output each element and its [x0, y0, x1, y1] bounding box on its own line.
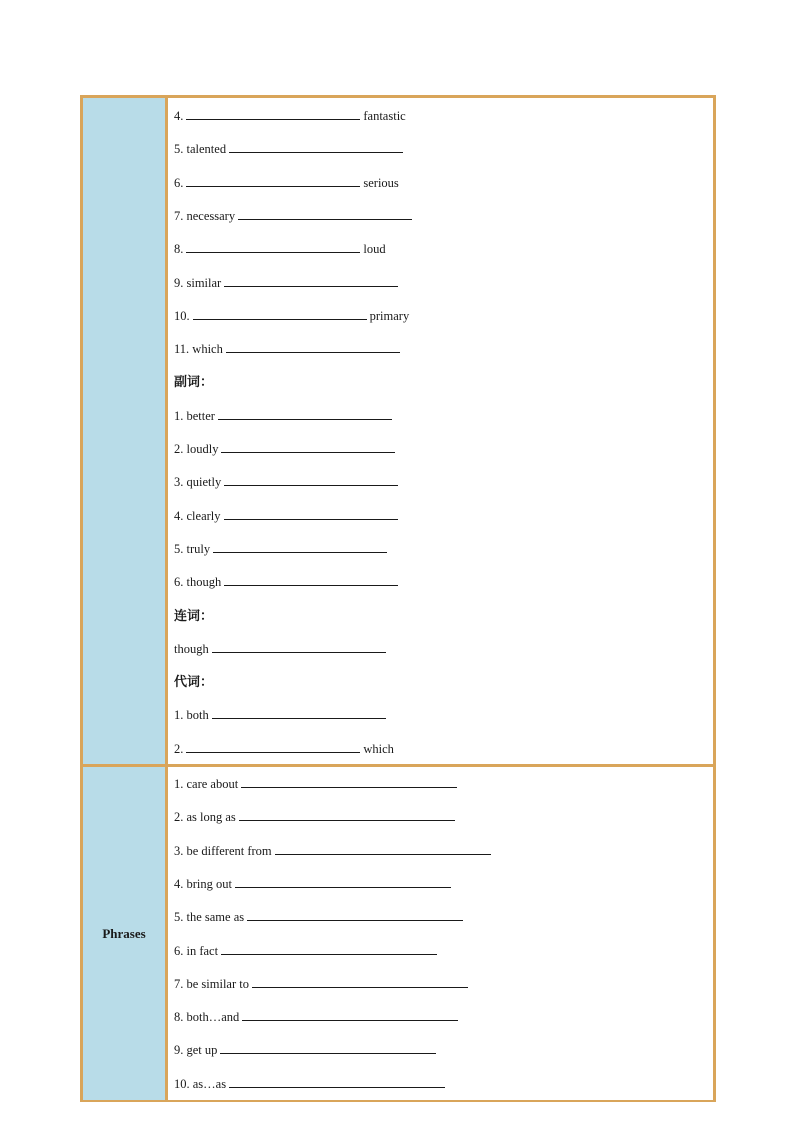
vocab-row [81, 96, 715, 765]
vocab-item-word: 5. truly [174, 541, 211, 556]
vocab-item [174, 508, 401, 524]
vocab-content-cell [168, 98, 713, 764]
answer-blank[interactable] [224, 484, 398, 486]
vocab-item-word: 5. talented [174, 142, 227, 157]
vocab-item-word: 3. quietly [174, 475, 222, 490]
vocab-item [174, 175, 399, 191]
vocab-item-word: 8. [174, 242, 184, 257]
vocab-item [174, 474, 401, 490]
vocab-item [174, 641, 389, 657]
vocabulary-table [80, 95, 716, 1102]
vocab-item-suffix: fantastic [363, 109, 406, 123]
answer-blank[interactable] [193, 318, 367, 320]
phrases-label-cell [83, 767, 165, 1100]
vocab-item-suffix: serious [363, 175, 399, 190]
phrase-text: 5. the same as [174, 910, 245, 925]
phrase-item [174, 843, 494, 859]
vocab-item [174, 574, 401, 590]
vocab-item-word: 4. clearly [174, 508, 221, 523]
vocab-item [174, 308, 409, 324]
answer-blank[interactable] [226, 351, 400, 353]
phrases-content-cell [168, 767, 713, 1100]
answer-blank[interactable] [186, 118, 360, 120]
answer-blank[interactable] [186, 185, 360, 187]
phrase-text: 3. be different from [174, 843, 272, 858]
vocab-item-word: 2. loudly [174, 442, 219, 456]
phrase-text: 6. in fact [174, 943, 219, 958]
answer-blank[interactable] [252, 986, 468, 988]
vocab-item [174, 341, 403, 357]
phrase-text: 2. as long as [174, 810, 236, 825]
phrase-text: 7. be similar to [174, 976, 249, 991]
phrase-text: 1. care about [174, 777, 239, 791]
vocab-item-word: 6. [174, 175, 184, 190]
phrase-item [174, 909, 466, 925]
vocab-item-word: 10. [174, 308, 190, 323]
vocab-item [174, 408, 395, 424]
answer-blank[interactable] [241, 786, 457, 788]
vocab-item [174, 741, 394, 757]
phrase-item [174, 876, 454, 892]
answer-blank[interactable] [238, 218, 412, 220]
phrases-label: Phrases [102, 925, 146, 941]
vocab-item [174, 441, 398, 457]
answer-blank[interactable] [220, 1052, 436, 1054]
vocab-item-word: though [174, 641, 209, 656]
vocab-item [174, 141, 406, 157]
answer-blank[interactable] [247, 919, 463, 921]
phrase-item [174, 1042, 439, 1058]
phrase-text: 4. bring out [174, 876, 232, 891]
vocab-item-suffix: loud [363, 242, 386, 257]
answer-blank[interactable] [221, 953, 437, 955]
section-heading: 连词： [174, 607, 214, 623]
vocab-item [174, 108, 406, 124]
vocab-item-word: 11. which [174, 342, 223, 357]
answer-blank[interactable] [186, 751, 360, 753]
answer-blank[interactable] [224, 285, 398, 287]
vocab-item-word: 7. necessary [174, 208, 236, 223]
vocab-item [174, 275, 401, 291]
answer-blank[interactable] [224, 584, 398, 586]
answer-blank[interactable] [212, 651, 386, 653]
phrase-text: 8. both…and [174, 1010, 240, 1025]
phrase-text: 10. as…as [174, 1076, 227, 1091]
answer-blank[interactable] [275, 853, 491, 855]
phrase-item [174, 809, 458, 825]
section-heading: 副词： [174, 374, 214, 390]
vocab-item-word: 1. both [174, 708, 209, 723]
answer-blank[interactable] [186, 251, 360, 253]
phrase-item [174, 943, 440, 959]
vocab-item-word: 9. similar [174, 275, 222, 290]
vocab-label-cell [83, 98, 165, 764]
answer-blank[interactable] [224, 518, 398, 520]
answer-blank[interactable] [213, 551, 387, 553]
phrase-item [174, 776, 460, 792]
vocab-item [174, 541, 390, 557]
vocab-item [174, 208, 415, 224]
answer-blank[interactable] [229, 151, 403, 153]
answer-blank[interactable] [221, 451, 395, 453]
section-heading: 代词： [174, 674, 214, 690]
answer-blank[interactable] [229, 1086, 445, 1088]
phrase-item [174, 1009, 461, 1025]
vocab-item-word: 2. [174, 741, 184, 756]
phrase-text: 9. get up [174, 1043, 218, 1058]
vocab-item-suffix: primary [369, 308, 410, 323]
answer-blank[interactable] [242, 1019, 458, 1021]
phrase-item [174, 1076, 448, 1092]
answer-blank[interactable] [239, 819, 455, 821]
answer-blank[interactable] [218, 418, 392, 420]
answer-blank[interactable] [235, 886, 451, 888]
vocab-item-word: 6. though [174, 575, 222, 590]
vocab-item-suffix: which [363, 741, 394, 756]
vocab-item-word: 4. [174, 109, 184, 123]
phrases-row [81, 765, 715, 1101]
phrase-item [174, 976, 471, 992]
answer-blank[interactable] [212, 717, 386, 719]
vocab-item-word: 1. better [174, 408, 215, 423]
vocab-item [174, 707, 389, 723]
vocab-item [174, 241, 386, 257]
